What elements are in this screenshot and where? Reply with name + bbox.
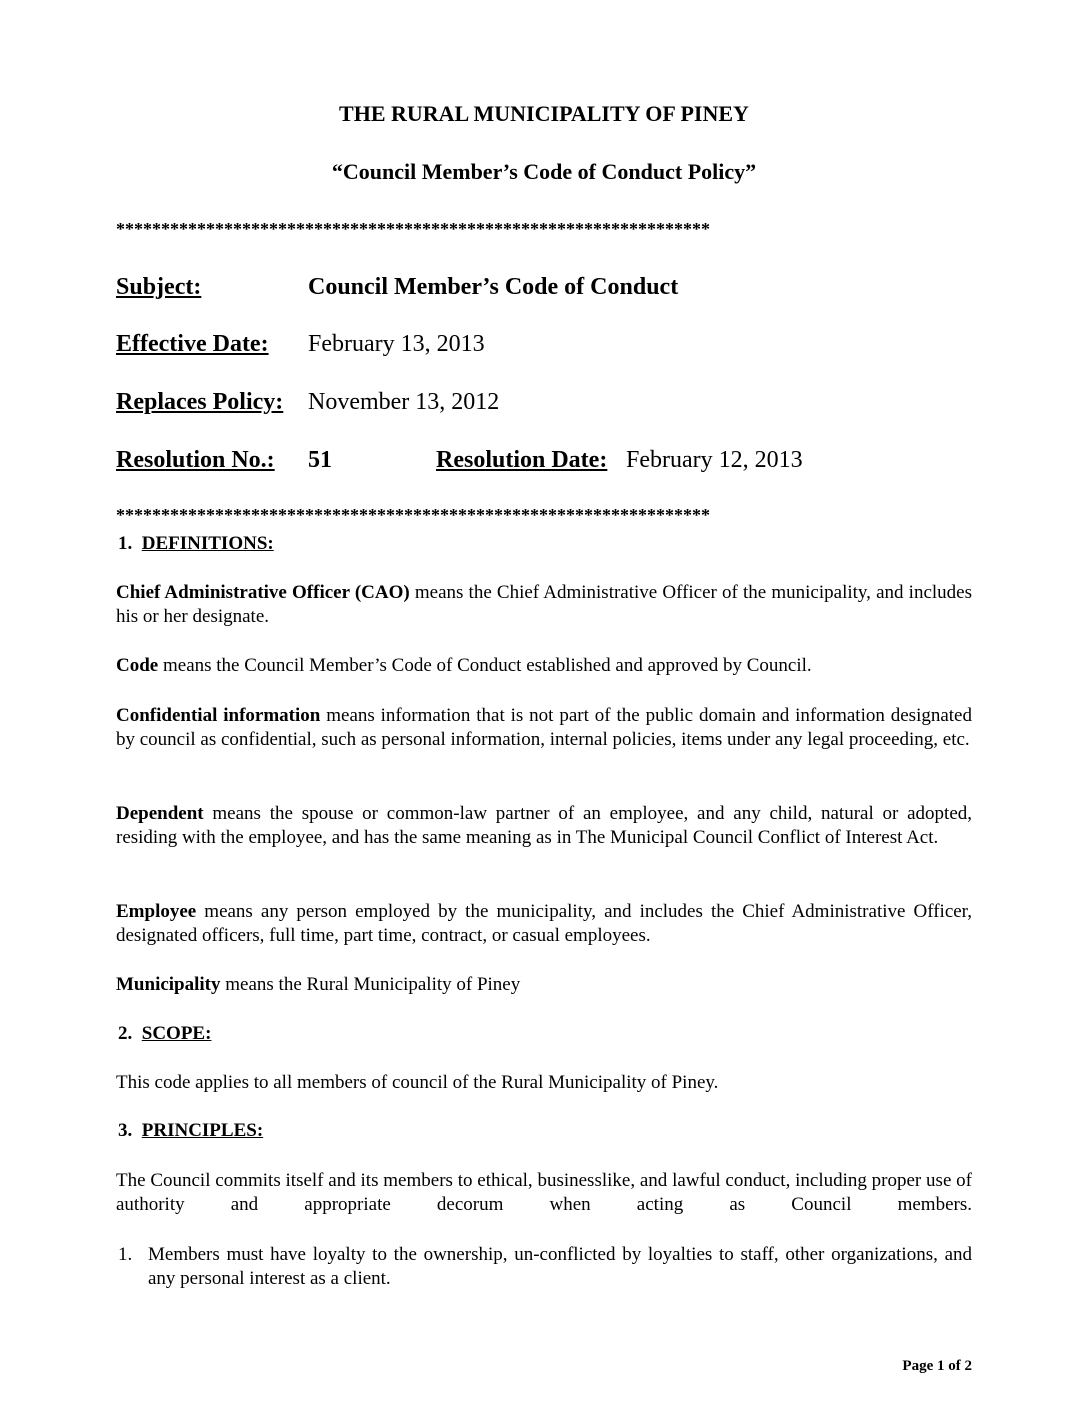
definition-term: Municipality (116, 974, 221, 995)
definition-municipality (116, 973, 972, 997)
definition-term: Chief Administrative Officer (116, 582, 350, 603)
section-number: 3. (118, 1120, 133, 1141)
principles-list-item (118, 1243, 972, 1291)
definition-cao (116, 581, 972, 629)
resolution-no-label: Resolution No.: (116, 447, 275, 473)
scope-text: This code applies to all members of council of the Rural Municipality of Piney. (116, 1072, 719, 1093)
section-number: 2. (118, 1023, 133, 1044)
definition-text: means the Chief Administrative Officer of the municipality, and includes his or her designate. (116, 582, 972, 627)
definition-term: Code (116, 655, 159, 676)
definition-code (116, 654, 972, 678)
page-number: Page 1 of 2 (902, 1358, 972, 1374)
resolution-no-value: 51 (308, 447, 332, 473)
definition-term: Dependent (116, 803, 204, 824)
principles-text: The Council commits itself and its members to ethical, businesslike, and lawful conduct, including proper use of authority and appropriate decorum when acting as Council members. (116, 1170, 972, 1215)
list-item-text: Members must have loyalty to the ownership, un-conflicted by loyalties to staff, other organizations, and any personal interest as a client. (148, 1244, 972, 1289)
definition-text: means information that is not part of the public domain and information designated by council as confidential, such as personal information, internal policies, items under any legal proceeding, etc. (116, 705, 972, 750)
section-heading-principles (118, 1120, 263, 1142)
definition-text: means the Rural Municipality of Piney (220, 974, 521, 995)
section-title: SCOPE: (141, 1023, 212, 1044)
definition-employee (116, 900, 972, 948)
definition-abbrev: (CAO) (349, 582, 410, 603)
resolution-date-value: February 12, 2013 (626, 447, 803, 473)
definition-term: Employee (116, 901, 197, 922)
subject-value: Council Member’s Code of Conduct (308, 274, 679, 300)
effective-date-label: Effective Date: (116, 331, 269, 357)
definition-text: means the spouse or common-law partner of an employee, and any child, natural or adopted, residing with the employee, and has the same meaning as in The Municipal Council Conflict of Interest Act. (116, 803, 972, 848)
document-subtitle: “Council Member’s Code of Conduct Policy” (331, 159, 757, 184)
definition-dependent (116, 802, 972, 850)
replaces-policy-value: November 13, 2012 (308, 389, 500, 415)
definition-term: Confidential information (116, 705, 321, 726)
resolution-date-label: Resolution Date: (436, 447, 608, 473)
document-title: THE RURAL MUNICIPALITY OF PINEY (339, 101, 749, 126)
section-title: PRINCIPLES: (141, 1120, 264, 1141)
definition-confidential-information (116, 704, 972, 752)
effective-date-value: February 13, 2013 (308, 331, 485, 357)
section-title: DEFINITIONS: (141, 533, 274, 554)
definition-text: means any person employed by the municipality, and includes the Chief Administrative Officer, designated officers, full time, part time, contract, or casual employees. (116, 901, 972, 946)
section-number: 1. (118, 533, 133, 554)
replaces-policy-label: Replaces Policy: (116, 389, 284, 415)
separator-top: ****************************************************************** (116, 219, 710, 239)
list-item-number: 1. (118, 1244, 133, 1265)
subject-label: Subject: (116, 274, 202, 300)
definition-text: means the Council Member’s Code of Conduct established and approved by Council. (158, 655, 812, 676)
separator-bottom: ****************************************************************** (116, 505, 710, 525)
section-heading-scope (118, 1023, 211, 1045)
section-heading-definitions (118, 533, 274, 555)
